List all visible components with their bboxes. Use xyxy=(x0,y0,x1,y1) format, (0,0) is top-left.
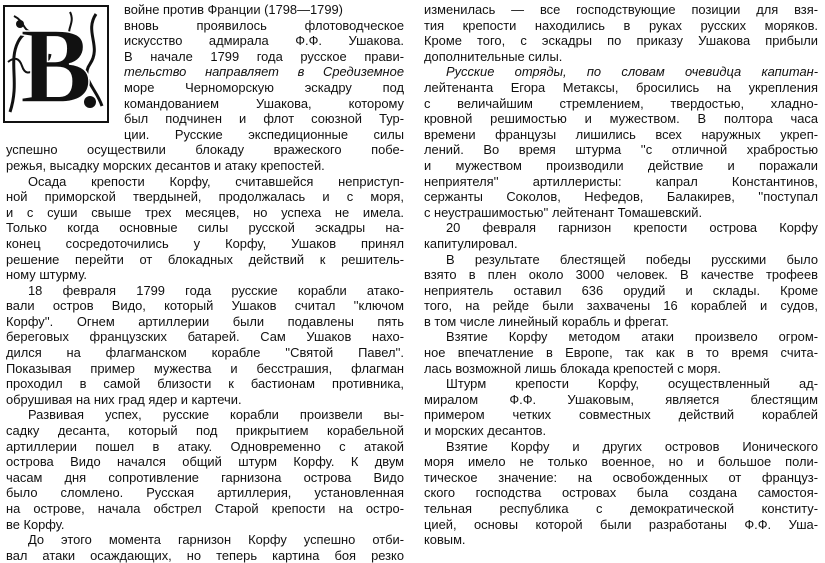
text-line: проходил в самой близости к бастионам противника, xyxy=(6,376,404,392)
text-line: был подчинен и флот союзной Тур- xyxy=(124,111,404,127)
text-line: 18 февраля 1799 года русские корабли атако- xyxy=(28,282,404,298)
text-line: капитулировал. xyxy=(424,235,518,251)
right-column xyxy=(424,2,818,548)
text-line: До этого момента гарнизон Корфу успешно отби- xyxy=(28,532,404,548)
text-line: и морских десантов. xyxy=(424,423,547,439)
text-line: примером четких совместных действий кораблей xyxy=(424,407,818,423)
text-line: часам дня сопротивление гарнизона острова Видо xyxy=(6,469,404,485)
text-line: Осада крепости Корфу, считавшейся неприступ- xyxy=(28,173,404,189)
text-line: решение перейти от блокадных действий к решитель- xyxy=(6,251,404,267)
text-line: лений. Во время штурма ''с отличной храбростью xyxy=(424,142,818,158)
text-line: успешно осуществили блокаду вражеского побе- xyxy=(6,142,404,158)
text-line: войне против Франции (1798—1799) xyxy=(124,2,343,17)
text-line: Взятие Корфу и других островов Ионического xyxy=(446,438,818,454)
text-line: с величайшим стремлением, твердостью, хладно- xyxy=(424,95,818,111)
initial-letter: В xyxy=(19,7,93,126)
text-line: было сломлено. Русская артиллерия, установленная xyxy=(6,485,404,501)
text-line: взято в плен около 3000 человек. В качестве трофеев xyxy=(424,267,818,283)
text-line: моря имело не только военное, но и большое поли- xyxy=(424,454,818,470)
text-line: обрушивая на них град ядер и картечи. xyxy=(6,391,242,407)
text-line: ковым. xyxy=(424,532,466,548)
text-line: изменилась — все господствующие позиции для взя- xyxy=(424,2,818,17)
text-line: и с суши свыше трех месяцев, но успеха не имела. xyxy=(6,204,404,220)
text-line: дился на флагманском корабле ''Святой Павел''. xyxy=(6,345,404,361)
text-line: неприятеля'' артиллеристы: капрал Константинов, xyxy=(424,173,818,189)
text-line: дополнительные силы. xyxy=(424,48,563,64)
text-line: Взятие Корфу методом атаки произвело огром- xyxy=(446,329,818,345)
text-line: острова Видо начался общий штурм Корфу. К двум xyxy=(6,454,404,470)
text-line: конец сосредоточились у Корфу, Ушаков принял xyxy=(6,235,404,251)
text-line: миралом Ф.Ф. Ушаковым, является блестящим xyxy=(424,391,818,407)
text-line: сержанты Соколов, Нефедов, Балакирев, ''поступал xyxy=(424,189,818,205)
text-line: тическое значение: на освобожденных от француз- xyxy=(424,469,818,485)
text-line: лейтенанта Егора Метаксы, бросились на укрепления xyxy=(424,79,818,95)
text-line: кровной решимостью и мужеством. В полтора часа xyxy=(424,111,818,127)
text-line: ве Корфу. xyxy=(6,516,65,532)
text-line: ное впечатление в Европе, так как в то время счита- xyxy=(424,345,818,361)
text-line: командованием Ушакова, которому xyxy=(124,95,404,111)
text-line: Кроме того, с эскадры по приказу Ушакова прибыли xyxy=(424,33,818,49)
text-line: времени французы лишились всех наружных укреп- xyxy=(424,126,818,142)
text-line: Показывая пример мужества и бесстрашия, флагман xyxy=(6,360,404,376)
text-line: лась возможной лишь блокада крепостей с моря. xyxy=(424,360,721,376)
text-line: цией, основы которой были разработаны Ф.Ф. Уша- xyxy=(424,516,818,532)
text-line: на острове, начала обстрел Старой крепости на остро- xyxy=(6,501,404,516)
text-line: искусство адмирала Ф.Ф. Ушакова. xyxy=(124,33,404,49)
text-line: вали остров Видо, который Ушаков считал ''ключом xyxy=(6,298,404,314)
text-line: с неустрашимостью'' лейтенант Томашевский. xyxy=(424,204,703,220)
text-line: тельство направляет в Средиземное xyxy=(124,64,404,80)
text-line: в том числе линейный корабль и фрегат. xyxy=(424,313,669,329)
text-line: Корфу''. Огнем артиллерии были подавлены пять xyxy=(6,313,404,329)
text-line: 20 февраля гарнизон крепости острова Корфу xyxy=(446,220,818,236)
text-line: вновь проявилось флотоводческое xyxy=(124,17,404,33)
text-line: ции. Русские экспедиционные силы xyxy=(124,126,404,142)
text-line: Русские отряды, по словам очевидца капитан- xyxy=(446,64,818,80)
text-line: того, на рейде были захвачены 16 кораблей и судов, xyxy=(424,298,818,314)
text-line: тия крепости находились в руках русских моряков. xyxy=(424,17,818,33)
text-line: Только когда основные силы русской эскадры на- xyxy=(6,220,404,236)
text-line: тельная республика с демократической конститу- xyxy=(424,501,818,516)
text-line: ной приморской твердыней, продолжалась и с моря, xyxy=(6,189,404,205)
text-line: Развивая успех, русские корабли произвели вы- xyxy=(28,407,404,423)
text-line: море Черноморскую эскадру под xyxy=(124,79,404,95)
text-line: ному штурму. xyxy=(6,267,87,283)
text-line: Штурм крепости Корфу, осуществленный ад- xyxy=(446,376,818,392)
text-line: артиллерии пошел в атаку. Одновременно с атакой xyxy=(6,438,404,454)
text-line: садку десанта, который под прикрытием корабельной xyxy=(6,423,404,439)
text-line: В результате блестящей победы русскими было xyxy=(446,251,818,267)
text-line: и мужеством производили действие и поражали xyxy=(424,157,818,173)
text-line: ского господства островах была создана самостоя- xyxy=(424,485,818,501)
text-line: неприятель оставил 636 орудий и склады. Кроме xyxy=(424,282,818,298)
text-line: В начале 1799 года русское прави- xyxy=(124,48,404,64)
left-column xyxy=(6,2,404,563)
text-line: береговых французских батарей. Сам Ушаков нахо- xyxy=(6,329,404,345)
text-line: режья, высадку морских десантов и атаку крепостей. xyxy=(6,157,325,173)
text-line: вал атаки осаждающих, но теперь картина боя резко xyxy=(6,547,404,563)
